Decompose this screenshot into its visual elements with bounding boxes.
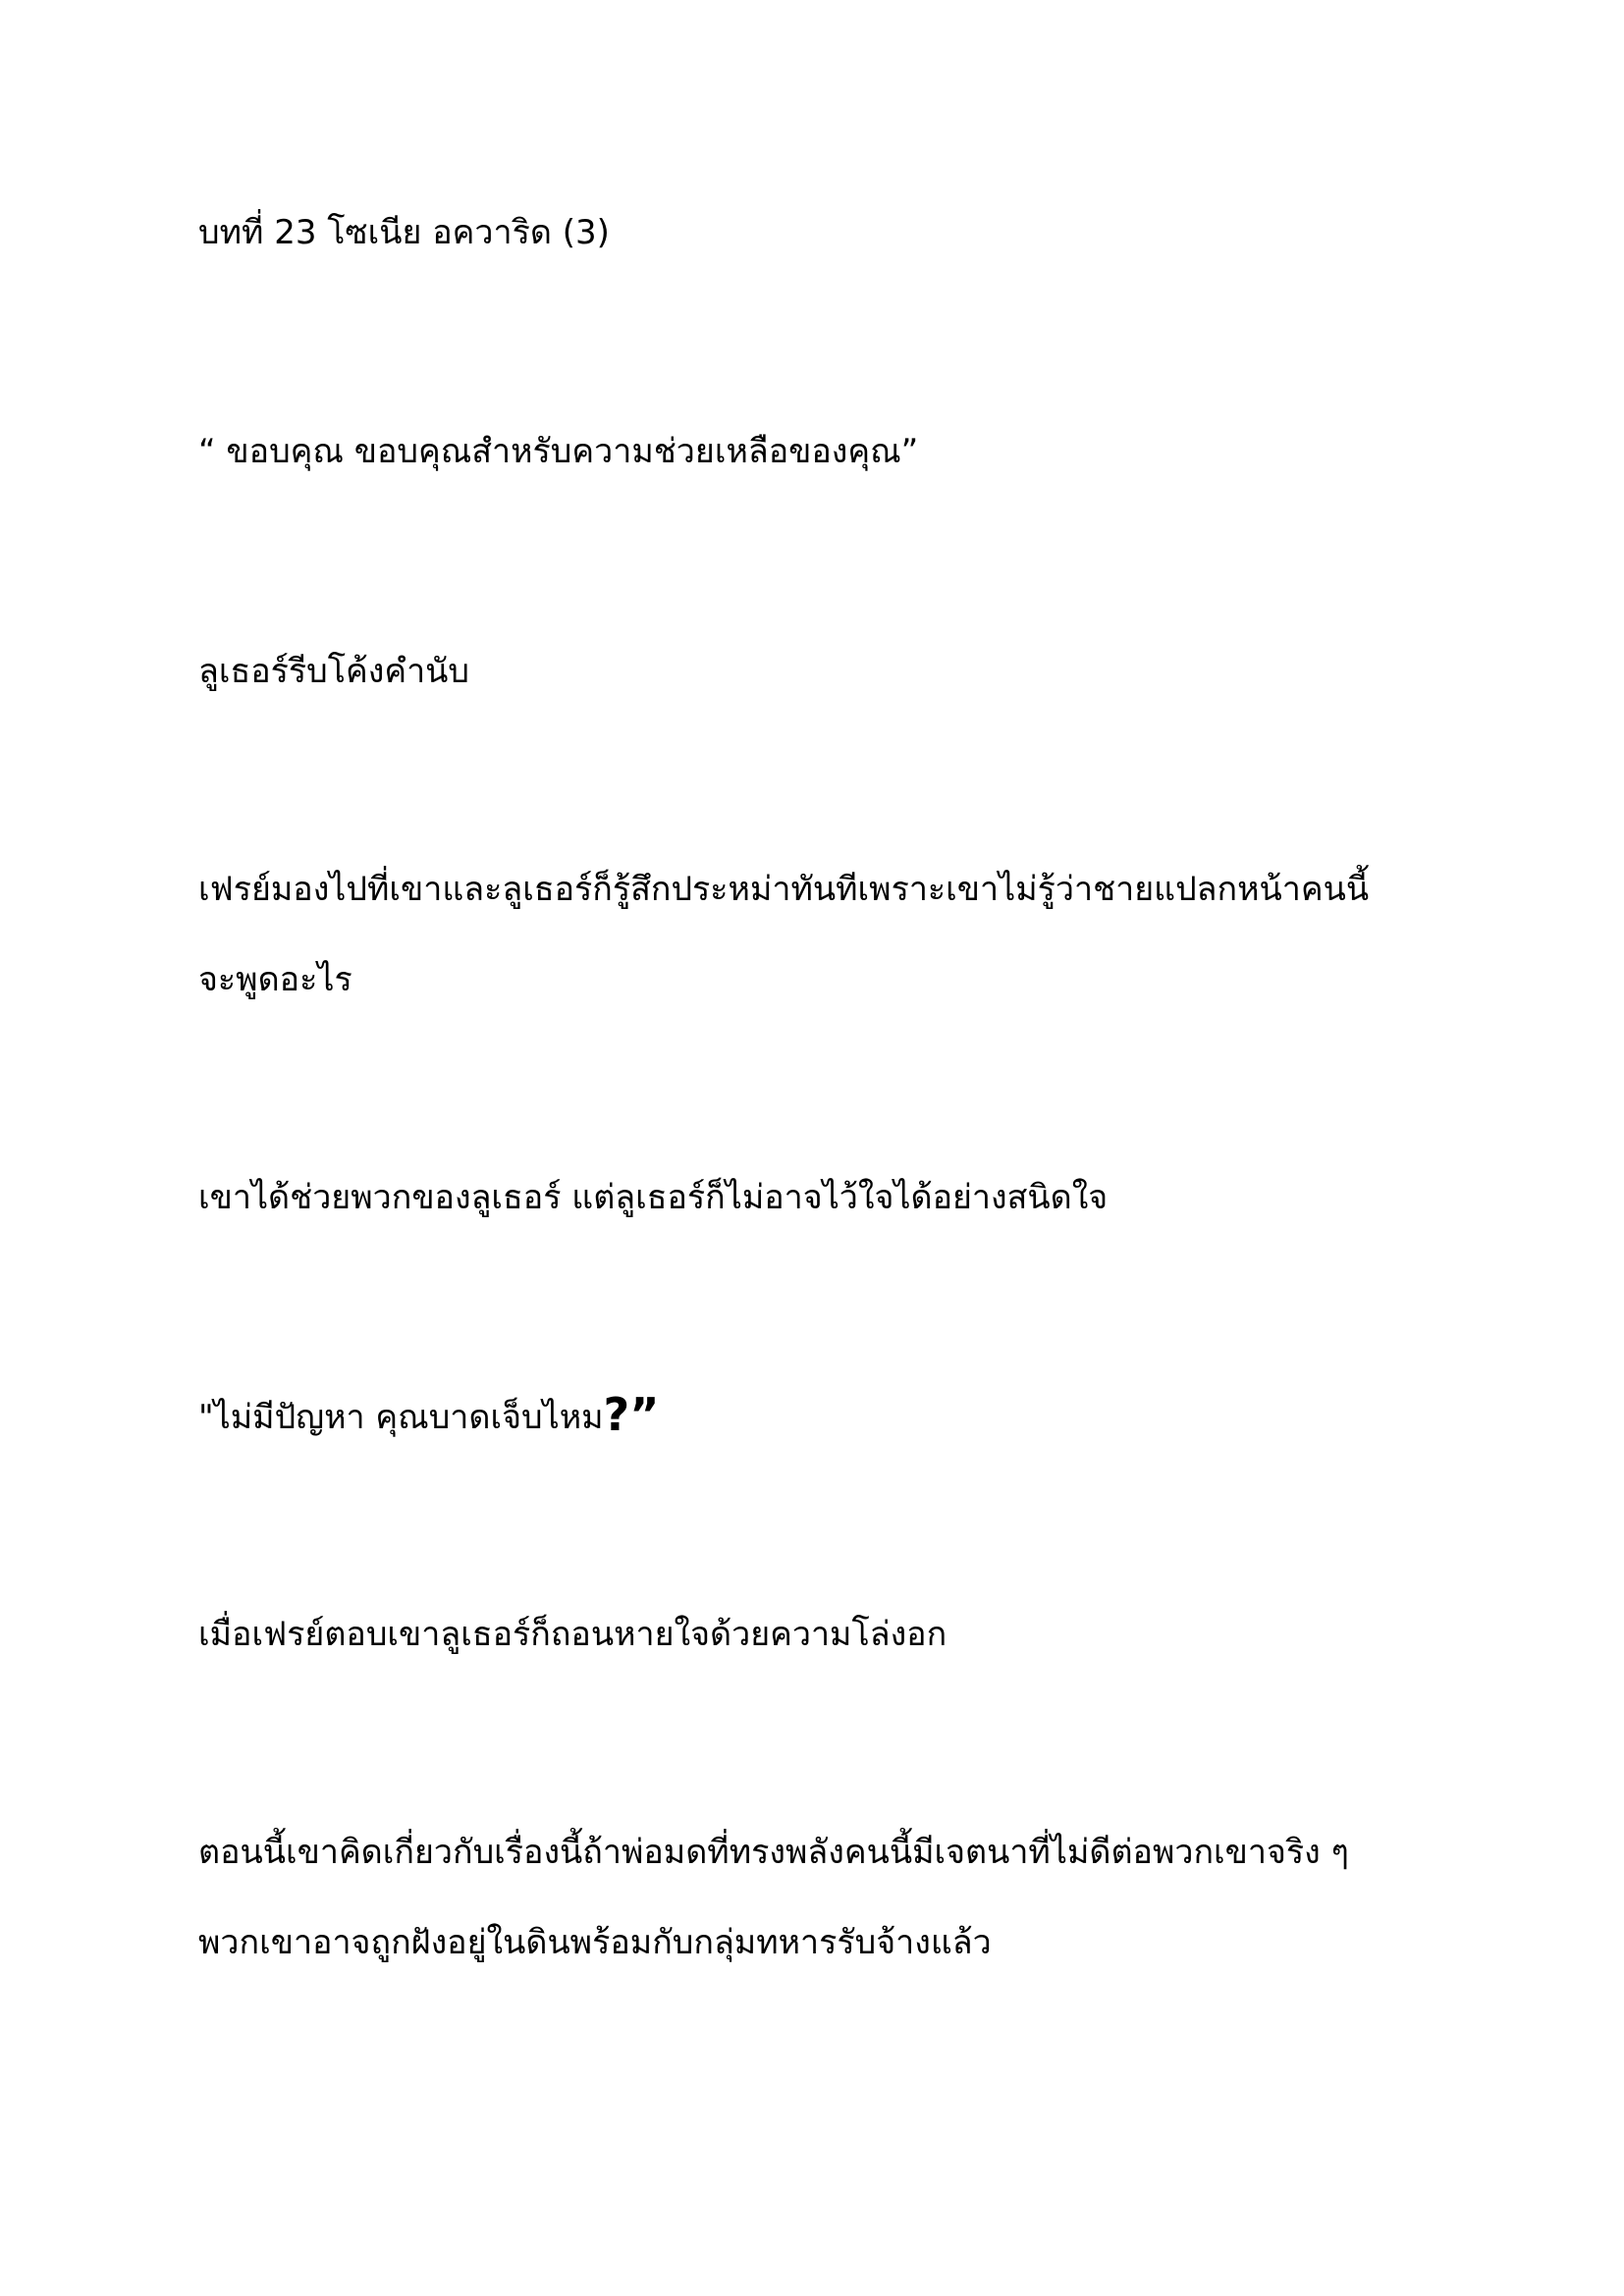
paragraph-trust: เขาได้ช่วยพวกของลูเธอร์ แต่ลูเธอร์ก็ไม่อาจไว้ใจได้อย่างสนิดใจ <box>198 1178 1109 1217</box>
paragraph-bow: ลูเธอร์รีบโค้งคำนับ <box>198 652 470 691</box>
paragraph-thought-line-2: พวกเขาอาจถูกฝังอยู่ในดินพร้อมกับกลุ่มทหารรับจ้างแล้ว <box>198 1923 992 1962</box>
question-text: "ไม่มีปัญหา คุณบาดเจ็บไหม <box>198 1398 604 1437</box>
question-mark: ?” <box>603 1388 660 1441</box>
paragraph-thanks: “ ขอบคุณ ขอบคุณสำหรับความช่วยเหลือของคุณ” <box>198 432 919 471</box>
paragraph-question <box>198 1388 1455 1441</box>
paragraph-relief: เมื่อเฟรย์ตอบเขาลูเธอร์ก็ถอนหายใจด้วยความโล่งอก <box>198 1615 947 1654</box>
paragraph-nervous-line-2: จะพูดอะไร <box>198 960 352 999</box>
paragraph-thought-line-1: ตอนนี้เขาคิดเกี่ยวกับเรื่องนี้ถ้าพ่อมดที่ทรงพลังคนนี้มีเจตนาที่ไม่ดีต่อพวกเขาจริง ๆ <box>198 1833 1349 1872</box>
paragraph-nervous-line-1: เฟรย์มองไปที่เขาและลูเธอร์ก็รู้สึกประหม่าทันทีเพราะเขาไม่รู้ว่าชายแปลกหน้าคนนี้ <box>198 870 1370 909</box>
chapter-title: บทที่ 23 โซเนีย อควาริด (3) <box>198 213 610 252</box>
